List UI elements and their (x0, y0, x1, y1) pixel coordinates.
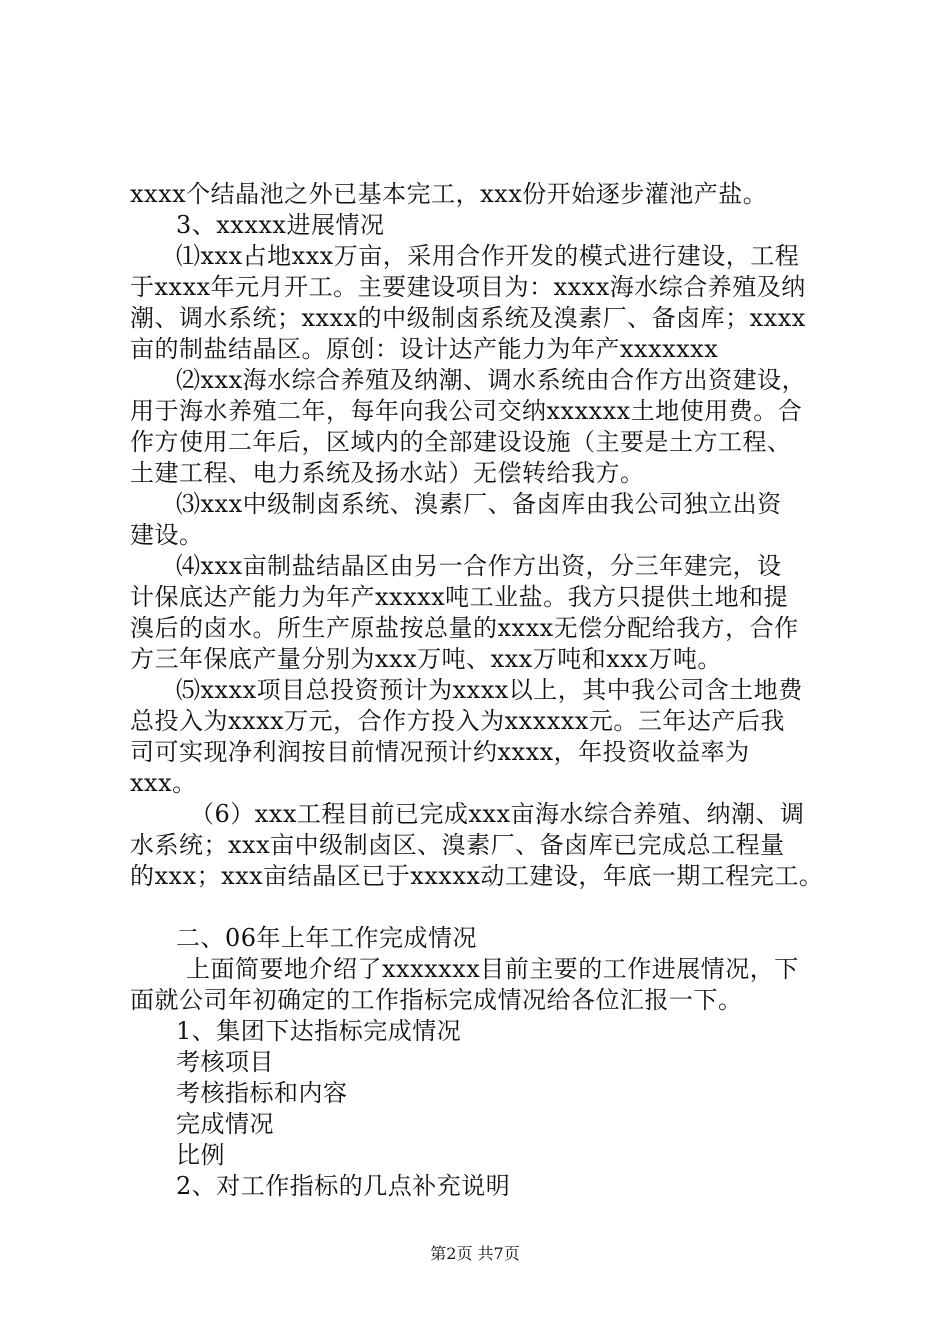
subsection-heading: 2、对工作指标的几点补充说明 (176, 1172, 511, 1200)
text-line: 作方使用二年后，区域内的全部建设设施（主要是土方工程、 (130, 428, 792, 456)
text-line: （6）xxx工程目前已完成xxx亩海水综合养殖、纳潮、调 (190, 800, 805, 828)
text-line: ⑶xxx中级制卤系统、溴素厂、备卤库由我公司独立出资 (176, 490, 782, 518)
text-line: xxxx个结晶池之外已基本完工，xxx份开始逐步灌池产盐。 (130, 180, 768, 208)
table-label: 完成情况 (176, 1110, 274, 1138)
text-line: 建设。 (130, 521, 204, 549)
text-line: 水系统；xxx亩中级制卤区、溴素厂、备卤库已完成总工程量 (130, 831, 785, 859)
text-line: 亩的制盐结晶区。原创：设计达产能力为年产xxxxxxx (130, 335, 719, 363)
text-line: 方三年保底产量分别为xxx万吨、xxx万吨和xxx万吨。 (130, 645, 722, 673)
page-number: 第2页 共7页 (430, 1244, 520, 1263)
text-line: 土建工程、电力系统及扬水站）无偿转给我方。 (130, 459, 645, 487)
text-line: ⑵xxx海水综合养殖及纳潮、调水系统由合作方出资建设， (176, 366, 807, 394)
text-line: 用于海水养殖二年，每年向我公司交纳xxxxxx土地使用费。合 (130, 397, 803, 425)
text-line: ⑷xxx亩制盐结晶区由另一合作方出资，分三年建完，设 (176, 552, 782, 580)
text-line: 总投入为xxxx万元，合作方投入为xxxxxx元。三年达产后我 (130, 707, 785, 735)
text-line: ⑴xxx占地xxx万亩，采用合作开发的模式进行建设，工程 (176, 242, 800, 270)
text-line: 计保底达产能力为年产xxxxx吨工业盐。我方只提供土地和提 (130, 583, 789, 611)
text-line: 溴后的卤水。所生产原盐按总量的xxxx无偿分配给我方，合作 (130, 614, 799, 642)
text-line: xxx。 (130, 769, 197, 797)
text-line: ⑸xxxx项目总投资预计为xxxx以上，其中我公司含土地费 (176, 676, 803, 704)
subsection-heading: 1、集团下达指标完成情况 (176, 1017, 462, 1045)
text-line: 潮、调水系统；xxxx的中级制卤系统及溴素厂、备卤库；xxxx (130, 304, 806, 332)
table-label: 比例 (176, 1141, 225, 1169)
table-label: 考核项目 (176, 1048, 274, 1076)
text-line: 上面简要地介绍了xxxxxxx目前主要的工作进展情况，下 (186, 955, 799, 983)
section-heading: 二、06年上年工作完成情况 (176, 924, 478, 952)
text-line: 于xxxx年元月开工。主要建设项目为：xxxx海水综合养殖及纳 (130, 273, 806, 301)
text-line: 司可实现净利润按目前情况预计约xxxx，年投资收益率为 (130, 738, 750, 766)
section-heading: 3、xxxxx进展情况 (176, 211, 385, 239)
text-line: 面就公司年初确定的工作指标完成情况给各位汇报一下。 (130, 986, 743, 1014)
table-label: 考核指标和内容 (176, 1079, 348, 1107)
text-line: 的xxx；xxx亩结晶区已于xxxxx动工建设，年底一期工程完工。 (130, 862, 824, 890)
